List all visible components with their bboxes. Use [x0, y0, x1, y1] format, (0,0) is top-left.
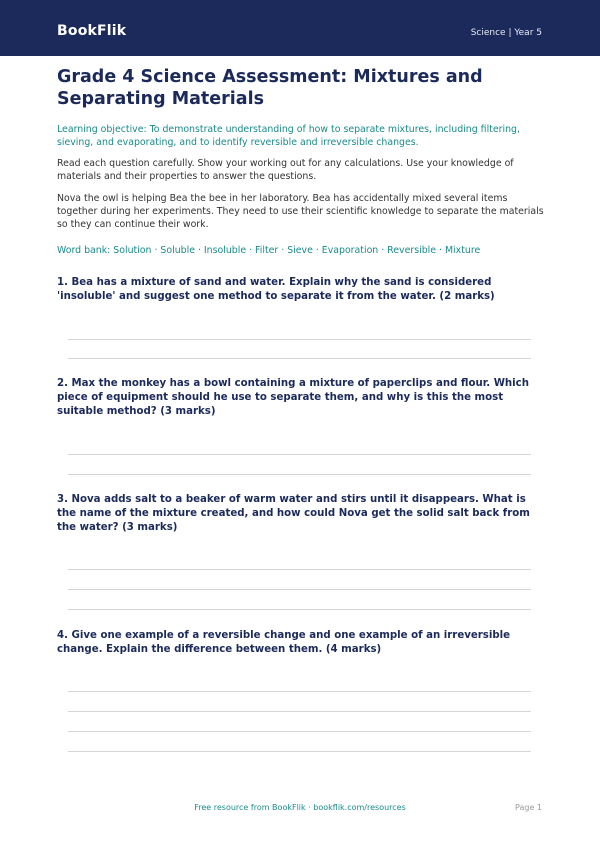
answer-line[interactable]	[68, 731, 531, 732]
answer-line[interactable]	[68, 454, 531, 455]
word-bank: Word bank: Solution · Soluble · Insoluble · Filter · Sieve · Evaporation · Reversible · Mixture	[57, 245, 481, 256]
answer-line[interactable]	[68, 751, 531, 752]
question-3: 3. Nova adds salt to a beaker of warm water and stirs until it disappears. What is the name of the mixture created, and how could Nova get the solid salt back from the water? (3 marks)	[57, 494, 530, 533]
answer-line[interactable]	[68, 474, 531, 475]
subject-label: Science | Year 5	[470, 28, 542, 38]
question-2: 2. Max the monkey has a bowl containing a mixture of paperclips and flour. Which piece of equipment should he use to separate them, and why is this the most suitable method? (3 marks)	[57, 378, 529, 417]
question-4: 4. Give one example of a reversible change and one example of an irreversible change. Explain the difference between them. (4 marks)	[57, 630, 511, 655]
footer-text[interactable]: Free resource from BookFlik · bookflik.com/resources	[194, 803, 406, 812]
brand-logo[interactable]: BookFlik	[57, 23, 127, 39]
instructions-paragraph: Read each question carefully. Show your working out for any calculations. Use your knowledge of materials and their properties to answer the questions.	[57, 158, 514, 182]
page-title: Grade 4 Science Assessment: Mixtures and Separating Materials	[57, 67, 483, 109]
answer-line[interactable]	[68, 589, 531, 590]
learning-objective: Learning objective: To demonstrate understanding of how to separate mixtures, including filtering, sieving, and evaporating, and to identify reversible and irreversible changes.	[57, 124, 520, 148]
answer-line[interactable]	[68, 569, 531, 570]
answer-line[interactable]	[68, 609, 531, 610]
answer-line[interactable]	[68, 691, 531, 692]
answer-line[interactable]	[68, 711, 531, 712]
page-number: Page 1	[515, 803, 542, 812]
question-1: 1. Bea has a mixture of sand and water. Explain why the sand is considered 'insoluble' and suggest one method to separate it from the water. (2 marks)	[57, 277, 495, 302]
answer-line[interactable]	[68, 358, 531, 359]
story-paragraph: Nova the owl is helping Bea the bee in her laboratory. Bea has accidentally mixed several items together during her experiments. They need to use their scientific knowledge to separate the materials so they can continue their work.	[57, 193, 544, 230]
page-header	[0, 0, 600, 56]
answer-line[interactable]	[68, 339, 531, 340]
